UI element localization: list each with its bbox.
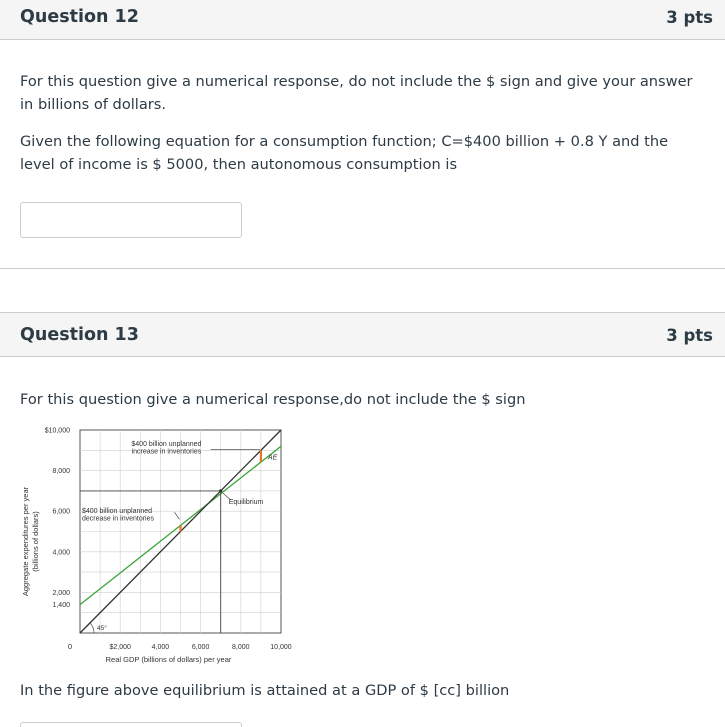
angle-label: 45° [97, 625, 107, 632]
question-13-points: 3 pts [666, 326, 713, 345]
equilibrium-chart [16, 423, 300, 669]
question-12-answer-input[interactable] [20, 202, 242, 238]
question-13-answer-input[interactable] [20, 722, 242, 727]
y-tick-label: 8,000 [52, 468, 70, 476]
y-tick-label: 1,400 [52, 602, 70, 610]
unplanned-decrease-label: $400 billion unplanned [82, 508, 153, 516]
question-13-instructions: For this question give a numerical response,do not include the $ sign [20, 391, 526, 408]
unplanned-increase-label: increase in inventories [131, 448, 202, 456]
question-13-title: Question 13 [20, 325, 139, 345]
y-axis-label: Aggregate expenditures per year [21, 486, 30, 597]
question-12-points: 3 pts [666, 8, 713, 27]
equilibrium-point [219, 489, 222, 492]
x-tick-label: 10,000 [270, 644, 292, 651]
x-tick-label: 6,000 [191, 644, 210, 651]
y-axis-ticks [45, 428, 70, 610]
question-12-bottom-divider [0, 268, 725, 269]
y-tick-label: 4,000 [52, 549, 70, 557]
question-13-body: In the figure above equilibrium is attained at a GDP of $ [cc] billion [20, 682, 510, 699]
x-axis-label: Real GDP (billions of dollars) per year [105, 655, 232, 664]
question-12-body: Given the following equation for a consumption function; C=$400 billion + 0.8 Y and the level of income is $ 5000, then autonomous consumption is [20, 133, 669, 173]
question-12-title: Question 12 [20, 7, 139, 27]
x-axis-ticks [109, 644, 291, 651]
origin-label: 0 [67, 642, 73, 651]
question-13-header [0, 312, 725, 357]
y-tick-label: 6,000 [52, 508, 70, 516]
x-tick-label: $2,000 [109, 644, 131, 651]
y-axis-sublabel: (billions of dollars) [31, 511, 40, 572]
equilibrium-label: Equilibrium [228, 499, 264, 507]
x-tick-label: 8,000 [232, 644, 250, 651]
x-tick-label: 4,000 [151, 644, 170, 651]
unplanned-decrease-label: decrease in inventories [82, 515, 154, 523]
y-tick-label: 2,000 [52, 589, 70, 597]
ae-line-label: AE [267, 454, 278, 462]
question-12-header [0, 0, 725, 40]
y-tick-label: $10,000 [44, 427, 70, 435]
question-12-instructions: For this question give a numerical response, do not include the $ sign and give your answer in billions of dollars. [20, 73, 693, 113]
unplanned-increase-label: $400 billion unplanned [131, 441, 202, 449]
